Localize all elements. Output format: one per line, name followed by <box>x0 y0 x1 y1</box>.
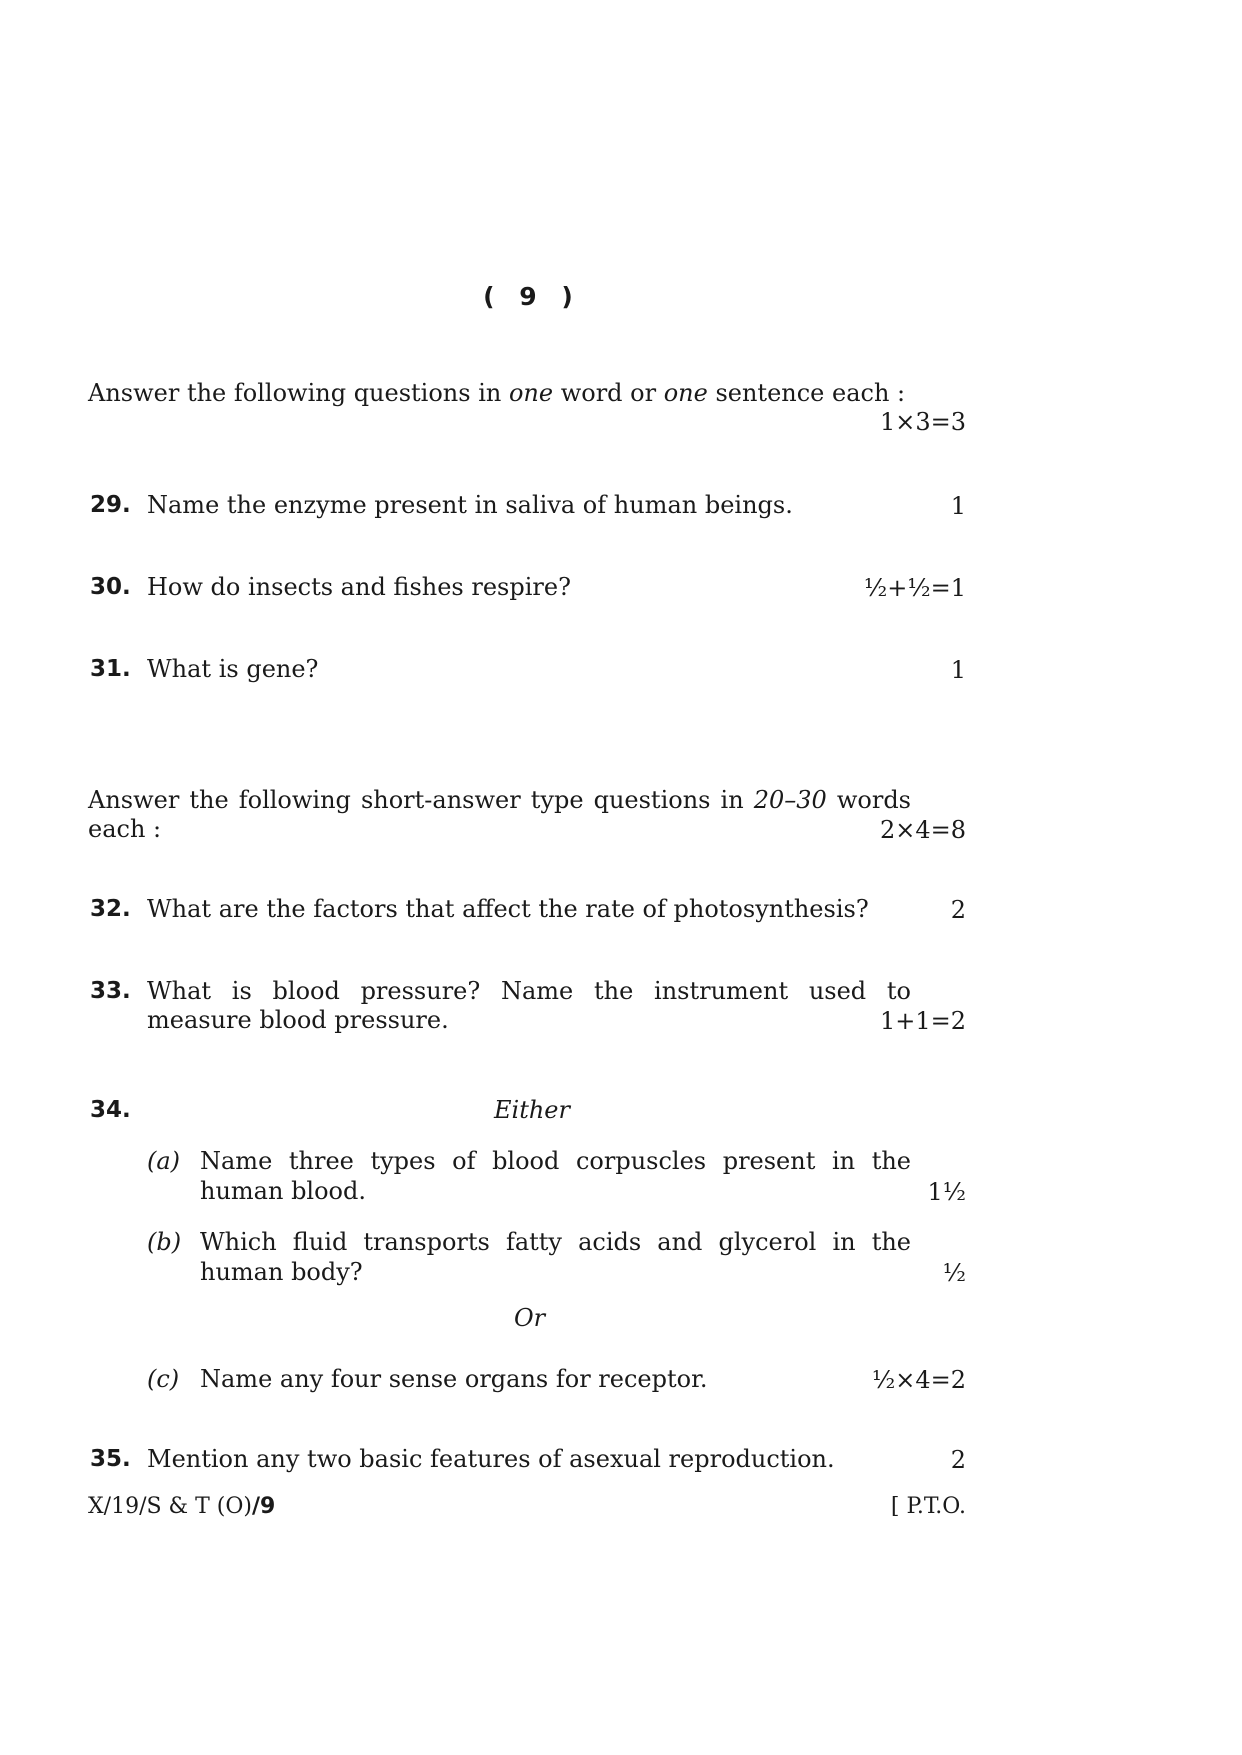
question-text: What is blood pressure? Name the instrument used to <box>147 977 911 1005</box>
question-marks: 2 <box>950 896 966 924</box>
footer-code: X/19/S & T (O)/9 <box>88 1494 276 1519</box>
question-number: 33. <box>90 978 131 1004</box>
option-marks: ½ <box>942 1259 966 1287</box>
question-marks: 1+1=2 <box>879 1007 966 1035</box>
option-label: (a) <box>147 1147 181 1175</box>
either-label: Either <box>494 1096 570 1124</box>
question-number: 35. <box>90 1446 131 1472</box>
section1-instruction: Answer the following questions in one word or one sentence each : <box>88 379 906 407</box>
footer-pto: [ P.T.O. <box>890 1494 966 1519</box>
question-number: 32. <box>90 896 131 922</box>
question-marks: 1 <box>950 492 966 520</box>
question-number: 34. <box>90 1097 131 1123</box>
question-marks: 2 <box>950 1446 966 1474</box>
question-number: 30. <box>90 574 131 600</box>
or-label: Or <box>514 1304 546 1332</box>
section2-marks: 2×4=8 <box>879 816 966 844</box>
question-text-cont: measure blood pressure. <box>147 1006 449 1034</box>
option-label: (c) <box>147 1365 180 1393</box>
option-marks: ½×4=2 <box>871 1366 966 1394</box>
question-text: How do insects and fishes respire? <box>147 573 571 601</box>
question-marks: 1 <box>950 656 966 684</box>
question-number: 31. <box>90 656 131 682</box>
section1-marks: 1×3=3 <box>879 408 966 436</box>
question-text: What is gene? <box>147 655 319 683</box>
option-marks: 1½ <box>927 1178 966 1206</box>
option-text-cont: human blood. <box>200 1177 366 1205</box>
option-label: (b) <box>147 1228 182 1256</box>
page-number: ( 9 ) <box>483 282 581 311</box>
question-number: 29. <box>90 492 131 518</box>
question-text: What are the factors that affect the rate of photosynthesis? <box>147 895 869 923</box>
question-text: Mention any two basic features of asexual reproduction. <box>147 1445 835 1473</box>
question-text: Name the enzyme present in saliva of human beings. <box>147 491 793 519</box>
option-text-cont: human body? <box>200 1258 363 1286</box>
option-text: Name three types of blood corpuscles present in the <box>200 1147 911 1175</box>
option-text: Name any four sense organs for receptor. <box>200 1365 708 1393</box>
section2-instruction-cont: each : <box>88 815 162 843</box>
option-text: Which fluid transports fatty acids and glycerol in the <box>200 1228 911 1256</box>
question-marks: ½+½=1 <box>863 574 966 602</box>
section2-instruction: Answer the following short-answer type questions in 20–30 words <box>88 786 911 814</box>
